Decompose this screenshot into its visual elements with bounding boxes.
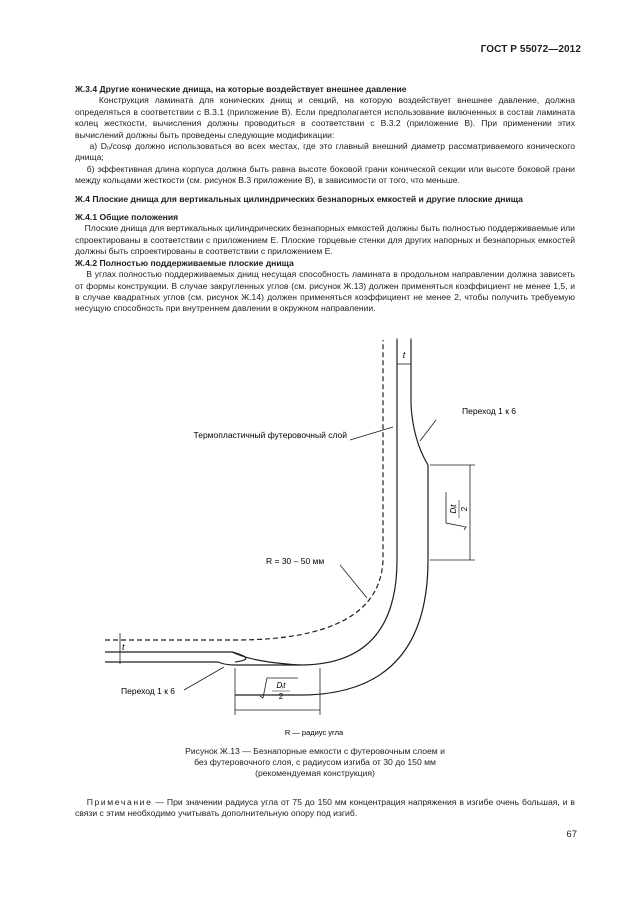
note-text: — При значении радиуса угла от 75 до 150 мм концентрация напряжения в изгибе очень большая, и в связи с этим необходимо учитывать дополнительную опору под изгиб. <box>75 797 575 819</box>
paragraph-z41: Плоские днища для вертикальных цилиндрических безнапорных емкостей должны быть полностью поддерживаемые или спроектированы в соответствии с приложением Е. Плоские торцевые стенки для других напорных и безнапорных емкостей должны быть спроектированы в соответствии с приложением Е. <box>75 223 575 257</box>
floor-step-line <box>232 652 300 665</box>
wall-bottom-line <box>105 340 383 640</box>
wall-inner-line <box>235 340 428 695</box>
label-transition-right: Переход 1 к 6 <box>462 406 517 416</box>
formula-horizontal-denominator: 2 <box>278 692 284 701</box>
label-t-left: t <box>122 642 125 652</box>
section-heading-z42: Ж.4.2 Полностью поддерживаемые плоские днища <box>75 257 294 268</box>
paragraph-z34: Конструкция ламината для конических днищ и секций, на которую воздействует внешнее давление, должна определяться в соответствии с В.3.1 (приложение В). Если предполагается использование включенных в состав ламината колец жесткости, вычисления должны проводиться в соответствии с В.3.2 (приложение В). При применении этих вычислений должны быть проведены следующие модификации: <box>75 95 575 140</box>
formula-horizontal-numerator: Dᵢt <box>276 681 286 690</box>
caption-line-3: (рекомендуемая конструкция) <box>255 768 375 778</box>
figure-caption <box>160 746 470 779</box>
list-item-a: а) Dₒ/cosφ должно использоваться во всех местах, где это главный внешний диаметр рассматриваемого конического днища; <box>75 141 575 163</box>
label-t-top: t <box>402 350 406 360</box>
formula-horizontal <box>260 678 298 701</box>
figure-corner-diagram <box>0 330 630 750</box>
list-item-b: б) эффективная длина корпуса должна быть равна высоте боковой грани конической секции или высоте боковой грани между кольцами жесткости (см. рисунок В.3 приложение В), в зависимости от того, что меньше. <box>75 163 575 186</box>
formula-vertical-numerator: Dᵢt <box>449 504 458 514</box>
page-number: 67 <box>566 829 577 840</box>
figure-legend: R — радиус угла <box>284 728 344 737</box>
note-block <box>75 797 575 820</box>
label-radius: R = 30 – 50 мм <box>266 556 325 566</box>
section-heading-z34: Ж.3.4 Другие конические днища, на которые воздействует внешнее давление <box>75 84 407 94</box>
caption-line-2: без футеровочного слоя, с радиусом изгиба от 30 до 150 мм <box>194 757 436 767</box>
caption-line-1: Рисунок Ж.13 — Безнапорные емкости с футеровочным слоем и <box>185 746 445 756</box>
body-text <box>75 84 575 315</box>
section-heading-z4: Ж.4 Плоские днища для вертикальных цилиндрических безнапорных емкостей и другие плоские днища <box>75 193 523 204</box>
formula-vertical-denominator: 2 <box>460 506 469 512</box>
section-heading-z41: Ж.4.1 Общие положения <box>75 212 179 223</box>
label-liner: Термопластичный футеровочный слой <box>193 430 347 440</box>
floor-lower-line <box>105 652 246 662</box>
paragraph-z42: В углах полностью поддерживаемых днищ несущая способность ламината в продольном направлении должна зависеть от формы конструкции. В случае закругленных углов (см. рисунок Ж.13) должен применяться коэффициент не менее 1,5, и в случае квадратных углов (см. рисунок Ж.14) должен применяться коэффициент не менее 2, чтобы получить требуемую несущую способность при внутреннем давлении в окружном направлении. <box>75 269 575 314</box>
document-standard-header: ГОСТ Р 55072—2012 <box>480 44 581 55</box>
note-label: Примечание <box>86 797 153 807</box>
formula-vertical <box>446 492 469 530</box>
label-transition-left: Переход 1 к 6 <box>121 686 176 696</box>
wall-outer-line <box>105 340 397 665</box>
